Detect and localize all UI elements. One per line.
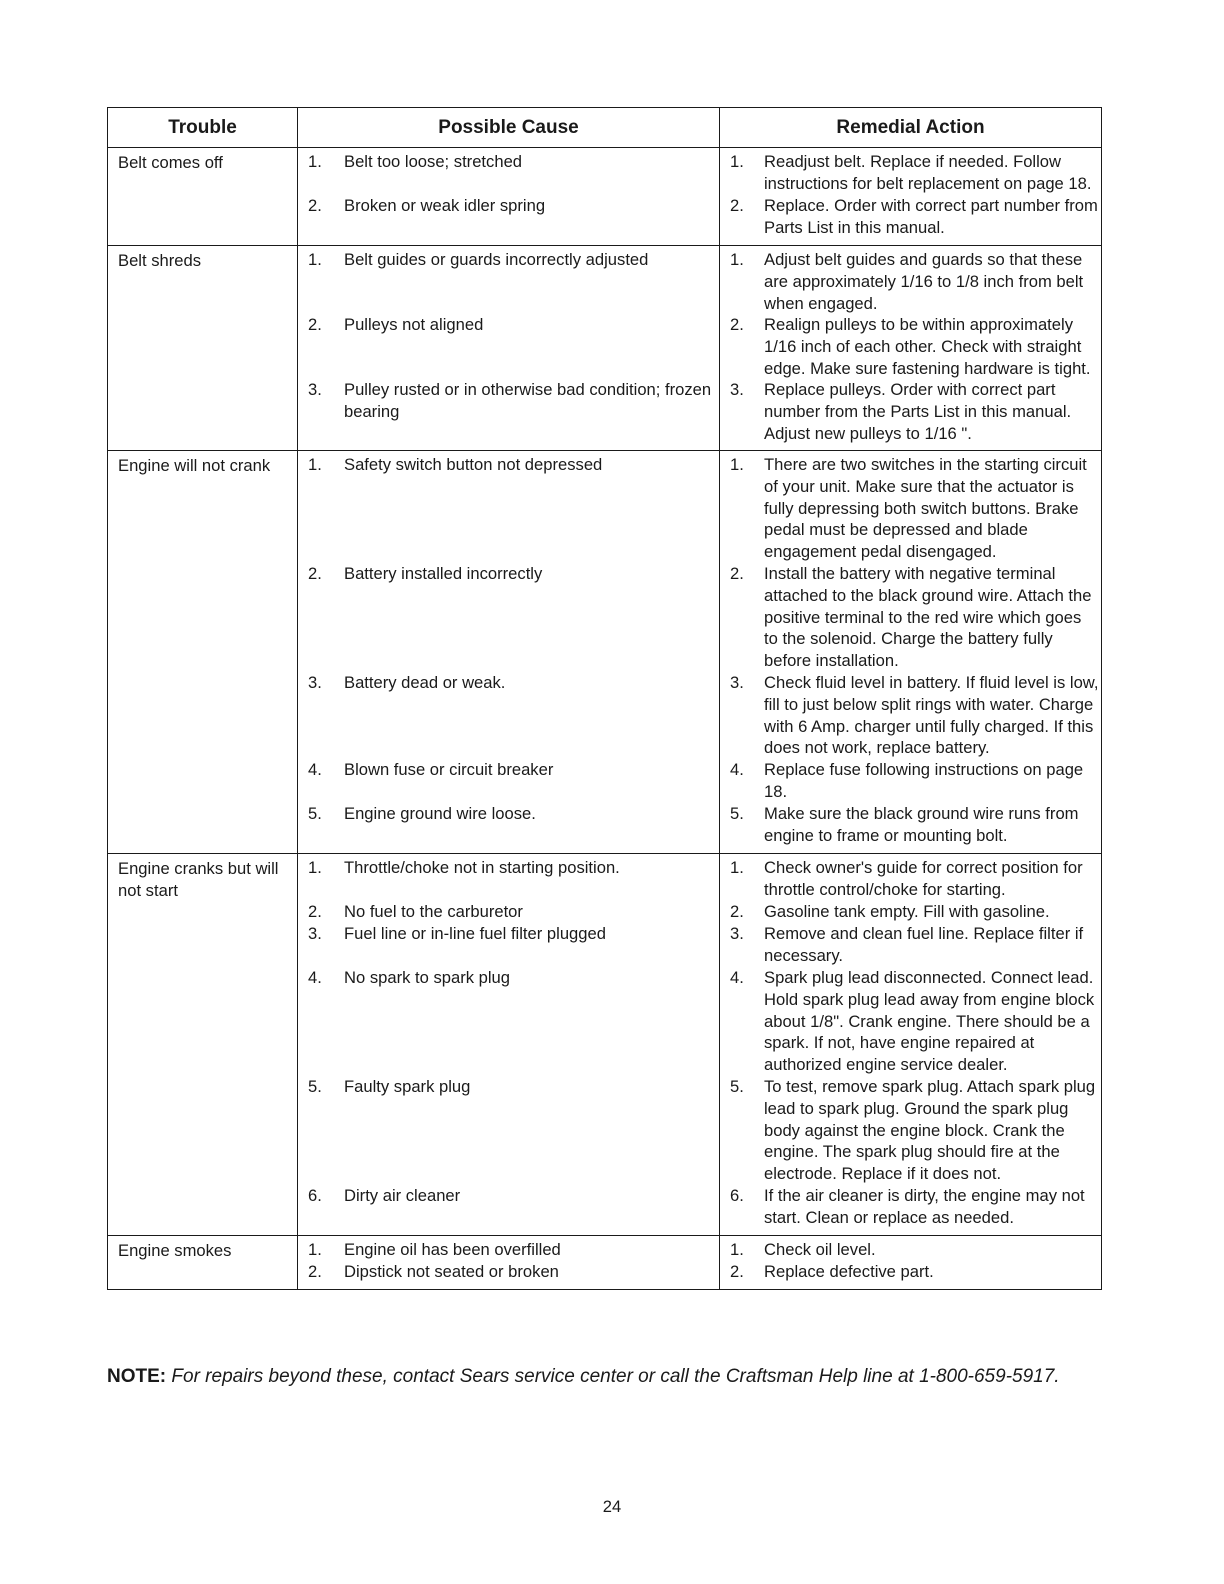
cause-item-text: Faulty spark plug <box>344 1077 471 1096</box>
header-remedial-action: Remedial Action <box>720 108 1102 148</box>
action-item-number: 2. <box>730 564 744 583</box>
cause-item-number: 4. <box>308 968 322 987</box>
table-header <box>108 108 1102 148</box>
action-list <box>720 246 1101 450</box>
cause-item-number: 1. <box>308 858 322 877</box>
cause-item <box>298 759 719 803</box>
action-item-text: Replace defective part. <box>764 1262 934 1281</box>
action-item <box>720 1239 1101 1261</box>
table-row <box>108 1236 1102 1290</box>
action-item <box>720 759 1101 803</box>
page-number: 24 <box>602 1497 622 1516</box>
remedial-action-cell <box>720 1236 1102 1290</box>
action-item <box>720 857 1101 901</box>
cause-item-number: 1. <box>308 455 322 474</box>
cause-item <box>298 379 719 444</box>
header-row <box>108 108 1102 148</box>
action-item-text: Replace fuse following instructions on page 18. <box>764 760 1084 801</box>
action-list <box>720 148 1101 245</box>
action-item-number: 3. <box>730 673 744 692</box>
action-item-number: 2. <box>730 902 744 921</box>
cause-item-text: Blown fuse or circuit breaker <box>344 760 554 779</box>
action-item <box>720 195 1101 239</box>
cause-item <box>298 249 719 314</box>
cause-item-text: Broken or weak idler spring <box>344 196 546 215</box>
action-item-text: Check oil level. <box>764 1240 876 1259</box>
cause-item-number: 3. <box>308 380 322 399</box>
action-item-text: Check owner's guide for correct position for throttle control/choke for starting. <box>764 858 1083 899</box>
cause-item-number: 5. <box>308 804 322 823</box>
header-trouble: Trouble <box>108 108 298 148</box>
action-item-number: 1. <box>730 152 744 171</box>
note-text: For repairs beyond these, contact Sears service center or call the Craftsman Help line at 1-800-659-5917. <box>171 1366 1060 1387</box>
cause-item-text: Dirty air cleaner <box>344 1186 461 1205</box>
remedial-action-cell <box>720 451 1102 854</box>
cause-item <box>298 1185 719 1229</box>
cause-item-text: Battery dead or weak. <box>344 673 506 692</box>
cause-item-text: No spark to spark plug <box>344 968 511 987</box>
note-line <box>107 1366 1060 1388</box>
action-item <box>720 379 1101 444</box>
action-item <box>720 1076 1101 1185</box>
cause-item-text: Battery installed incorrectly <box>344 564 543 583</box>
cause-item-text: Dipstick not seated or broken <box>344 1262 559 1281</box>
possible-cause-cell <box>298 148 720 246</box>
trouble-cell: Engine cranks but will not start <box>108 854 298 1236</box>
action-item <box>720 901 1101 923</box>
action-item-number: 2. <box>730 196 744 215</box>
cause-item <box>298 857 719 901</box>
cause-item-number: 2. <box>308 315 322 334</box>
cause-item-number: 2. <box>308 1262 322 1281</box>
cause-item-number: 1. <box>308 250 322 269</box>
action-item-text: Realign pulleys to be within approximately 1/16 inch of each other. Check with straight edge. Make sure fastening hardware is tight. <box>764 315 1091 378</box>
cause-item-number: 2. <box>308 196 322 215</box>
cause-item-text: Throttle/choke not in starting position. <box>344 858 620 877</box>
cause-list <box>298 854 719 1235</box>
action-item <box>720 923 1101 967</box>
action-item-text: There are two switches in the starting circuit of your unit. Make sure that the actuator is fully depressing both switch buttons. Brake pedal must be depressed and blade engagement pedal disengaged. <box>764 455 1087 562</box>
cause-item-number: 1. <box>308 152 322 171</box>
table-row <box>108 246 1102 451</box>
possible-cause-cell <box>298 451 720 854</box>
action-item <box>720 803 1101 847</box>
cause-item-number: 3. <box>308 924 322 943</box>
possible-cause-cell <box>298 1236 720 1290</box>
action-item <box>720 1261 1101 1283</box>
action-item-number: 1. <box>730 858 744 877</box>
action-item-text: Adjust belt guides and guards so that these are approximately 1/16 to 1/8 inch from belt when engaged. <box>764 250 1084 313</box>
cause-item <box>298 151 719 195</box>
cause-item-text: Belt guides or guards incorrectly adjusted <box>344 250 649 269</box>
cause-item <box>298 563 719 672</box>
action-item <box>720 1185 1101 1229</box>
action-item-text: Check fluid level in battery. If fluid level is low, fill to just below split rings with water. Charge with 6 Amp. charger until fully charged. If this does not work, replace battery. <box>764 673 1099 758</box>
cause-list <box>298 148 719 245</box>
cause-item-text: Belt too loose; stretched <box>344 152 523 171</box>
action-item-number: 4. <box>730 760 744 779</box>
cause-item-number: 3. <box>308 673 322 692</box>
cause-item <box>298 1261 719 1283</box>
cause-item-text: Pulleys not aligned <box>344 315 484 334</box>
action-item <box>720 454 1101 563</box>
action-item-text: Remove and clean fuel line. Replace filter if necessary. <box>764 924 1084 965</box>
action-item <box>720 151 1101 195</box>
action-list <box>720 451 1101 853</box>
cause-item-text: No fuel to the carburetor <box>344 902 523 921</box>
cause-item-number: 2. <box>308 902 322 921</box>
action-item-text: Readjust belt. Replace if needed. Follow instructions for belt replacement on page 18. <box>764 152 1092 193</box>
cause-list <box>298 1236 719 1289</box>
cause-item <box>298 314 719 379</box>
cause-item-number: 6. <box>308 1186 322 1205</box>
action-item-number: 1. <box>730 455 744 474</box>
trouble-cell: Engine will not crank <box>108 451 298 854</box>
trouble-cell: Belt shreds <box>108 246 298 451</box>
action-item-number: 5. <box>730 804 744 823</box>
cause-item-text: Safety switch button not depressed <box>344 455 603 474</box>
cause-item <box>298 923 719 967</box>
cause-item-number: 4. <box>308 760 322 779</box>
remedial-action-cell <box>720 246 1102 451</box>
action-list <box>720 1236 1101 1289</box>
cause-item-text: Engine oil has been overfilled <box>344 1240 561 1259</box>
cause-item-text: Pulley rusted or in otherwise bad condition; frozen bearing <box>344 380 712 421</box>
action-item-number: 3. <box>730 924 744 943</box>
action-item-text: Spark plug lead disconnected. Connect lead. Hold spark plug lead away from engine block about 1/8". Crank engine. There should be a spark. If not, have engine repaired at authorized engine service dealer. <box>764 968 1095 1075</box>
action-item-number: 1. <box>730 1240 744 1259</box>
possible-cause-cell <box>298 854 720 1236</box>
action-item-text: To test, remove spark plug. Attach spark plug lead to spark plug. Ground the spark plug body against the engine block. Crank the engine. The spark plug should fire at the electrode. Replace if it does not. <box>764 1077 1096 1184</box>
table-body <box>108 148 1102 1290</box>
cause-item <box>298 1076 719 1185</box>
cause-item <box>298 901 719 923</box>
cause-item <box>298 672 719 759</box>
action-item-text: Gasoline tank empty. Fill with gasoline. <box>764 902 1050 921</box>
cause-item-number: 5. <box>308 1077 322 1096</box>
action-item-number: 2. <box>730 315 744 334</box>
action-item-text: Make sure the black ground wire runs from engine to frame or mounting bolt. <box>764 804 1079 845</box>
cause-list <box>298 246 719 450</box>
remedial-action-cell <box>720 854 1102 1236</box>
trouble-cell: Engine smokes <box>108 1236 298 1290</box>
cause-item <box>298 967 719 1076</box>
action-list <box>720 854 1101 1235</box>
possible-cause-cell <box>298 246 720 451</box>
action-item-text: Replace. Order with correct part number from Parts List in this manual. <box>764 196 1098 237</box>
action-item <box>720 967 1101 1076</box>
cause-item-number: 1. <box>308 1240 322 1259</box>
action-item-text: Install the battery with negative terminal attached to the black ground wire. Attach the positive terminal to the red wire which goes to the solenoid. Charge the battery fully before installation. <box>764 564 1092 671</box>
action-item <box>720 672 1101 759</box>
action-item <box>720 563 1101 672</box>
cause-item <box>298 803 719 847</box>
action-item-number: 6. <box>730 1186 744 1205</box>
cause-item <box>298 1239 719 1261</box>
action-item-number: 3. <box>730 380 744 399</box>
trouble-cell: Belt comes off <box>108 148 298 246</box>
action-item-number: 4. <box>730 968 744 987</box>
action-item-number: 1. <box>730 250 744 269</box>
note-label: NOTE: <box>107 1366 167 1387</box>
cause-item <box>298 454 719 563</box>
cause-item-text: Engine ground wire loose. <box>344 804 536 823</box>
cause-item <box>298 195 719 239</box>
action-item-text: If the air cleaner is dirty, the engine may not start. Clean or replace as needed. <box>764 1186 1085 1227</box>
cause-list <box>298 451 719 853</box>
table-row <box>108 148 1102 246</box>
remedial-action-cell <box>720 148 1102 246</box>
action-item <box>720 249 1101 314</box>
troubleshooting-table <box>107 107 1102 1290</box>
action-item-number: 2. <box>730 1262 744 1281</box>
cause-item-number: 2. <box>308 564 322 583</box>
table-row <box>108 854 1102 1236</box>
action-item <box>720 314 1101 379</box>
table-row <box>108 451 1102 854</box>
cause-item-text: Fuel line or in-line fuel filter plugged <box>344 924 606 943</box>
action-item-text: Replace pulleys. Order with correct part number from the Parts List in this manual. Adjust new pulleys to 1/16 ". <box>764 380 1072 443</box>
action-item-number: 5. <box>730 1077 744 1096</box>
header-possible-cause: Possible Cause <box>298 108 720 148</box>
